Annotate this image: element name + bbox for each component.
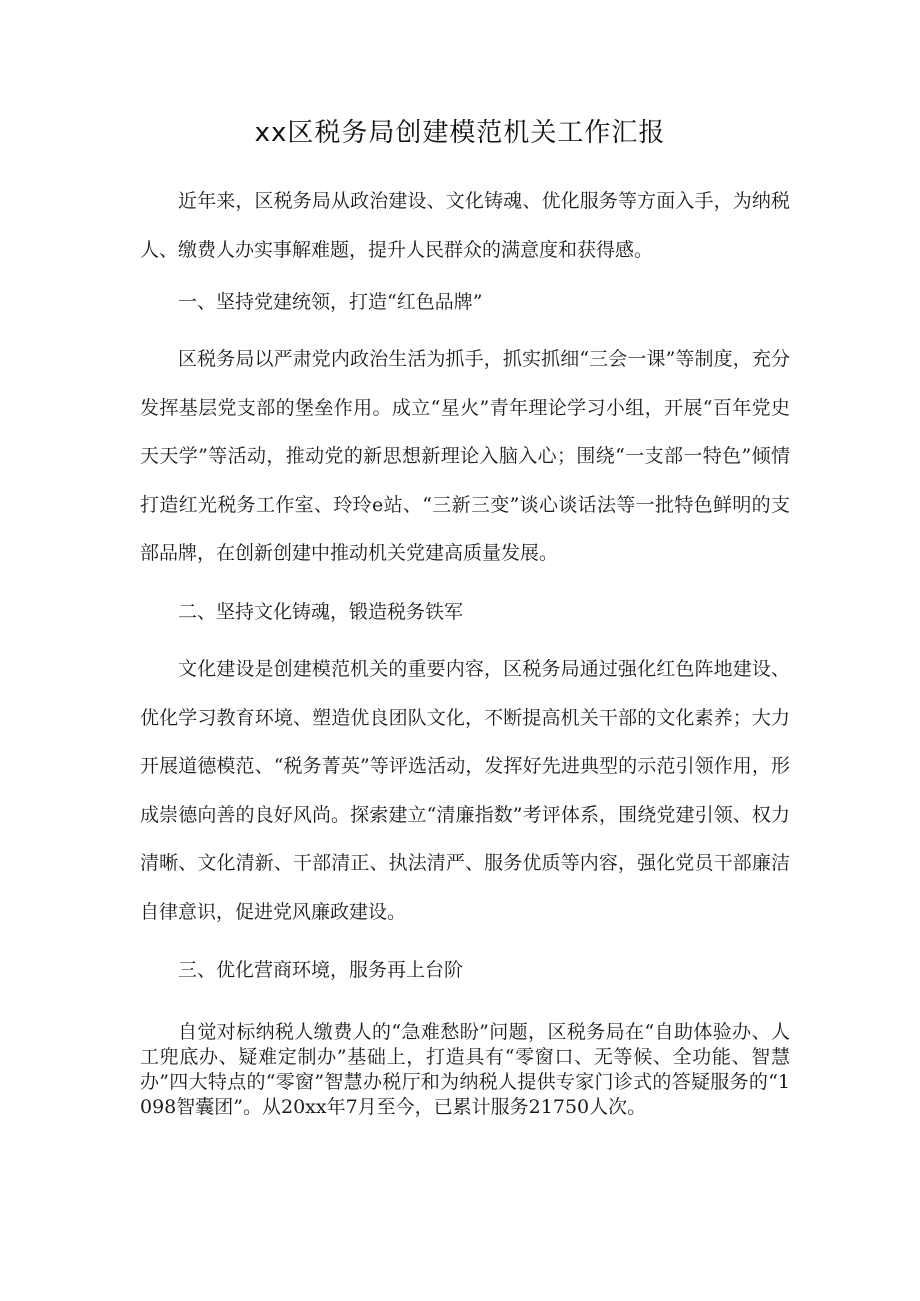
section-2-heading: 二、坚持文化铸魂，锻造税务铁军 — [178, 601, 464, 623]
section-3-heading: 三、优化营商环境，服务再上台阶 — [178, 959, 464, 981]
section-1-body: 区税务局以严肃党内政治生活为抓手，抓实抓细“三会一课”等制度，充分发挥基层党支部的堡垒作用。成立“星火”青年理论学习小组，开展“百年党史天天学”等活动，推动党的新思想新理论入脑入心；围绕“一支部一特色”倾情打造红光税务工作室、玲玲e站、“三新三变”谈心谈话法等一批特色鲜明的支部品牌，在创新创建中推动机关党建高质量发展。 — [140, 348, 790, 564]
section-3-body: 自觉对标纳税人缴费人的“急难愁盼”问题，区税务局在“自助体验办、人工兜底办、疑难定制办”基础上，打造具有“零窗口、无等候、全功能、智慧办”四大特点的“零窗”智慧办税厅和为纳税人提供专家门诊式的答疑服务的“1098智囊团”。从20xx年7月至今，已累计服务21750人次。 — [140, 1021, 790, 1118]
section-1-heading: 一、坚持党建统领，打造“红色品牌” — [178, 291, 483, 313]
section-2-body: 文化建设是创建模范机关的重要内容，区税务局通过强化红色阵地建设、优化学习教育环境、塑造优良团队文化，不断提高机关干部的文化素养；大力开展道德模范、“税务菁英”等评选活动，发挥好先进典型的示范引领作用，形成崇德向善的良好风尚。探索建立“清廉指数”考评体系，围绕党建引领、权力清晰、文化清新、干部清正、执法清严、服务优质等内容，强化党员干部廉洁自律意识，促进党风廉政建设。 — [140, 658, 790, 923]
document-title: xx区税务局创建模范机关工作汇报 — [254, 118, 666, 148]
intro-paragraph: 近年来，区税务局从政治建设、文化铸魂、优化服务等方面入手，为纳税人、缴费人办实事解难题，提升人民群众的满意度和获得感。 — [140, 190, 790, 261]
